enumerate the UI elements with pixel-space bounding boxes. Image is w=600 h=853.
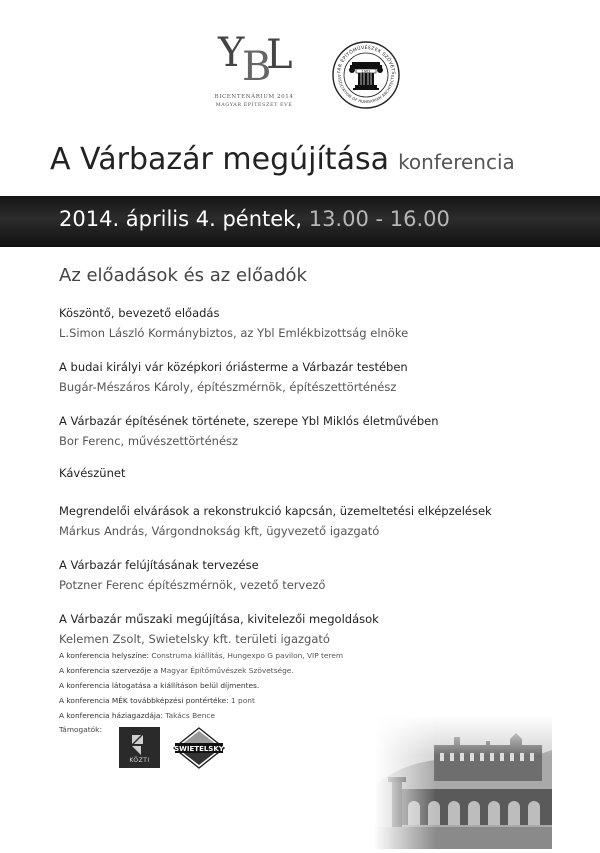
program-item	[59, 357, 579, 397]
event-date-line	[59, 207, 450, 231]
talk-presenter: Márkus András, Várgondnokság kft, ügyvezető igazgató	[59, 524, 380, 538]
note-label: A konferencia szervezője a	[59, 666, 158, 675]
ybl-letter-l: L	[266, 32, 293, 78]
program-list	[59, 303, 579, 663]
talk-title: A budai királyi vár középkori óriásterme a Várbazár testében	[59, 360, 408, 374]
program-item	[59, 555, 579, 595]
swietelsky-diamond-icon	[173, 727, 225, 769]
talk-presenter: Bor Ferenc, művészettörténész	[59, 434, 239, 448]
ybl-logo-line1: BICENTENÁRIUM 2014	[214, 94, 294, 100]
note-organizer	[59, 663, 419, 678]
talk-presenter: Kelemen Zsolt, Swietelsky kft. területi igazgató	[59, 632, 330, 646]
program-item	[59, 609, 579, 649]
kozti-text: KÖZTI	[129, 757, 150, 764]
info-notes	[59, 648, 419, 737]
castle-photo-image	[374, 715, 552, 849]
seal-ring-text-en: ASSOCIATION OF HUNGARIAN ARCHITECTS	[336, 74, 396, 105]
seal-ring-text-hu: YAR ÉPÍTŐMŰVÉSZEK SZÖVETS	[337, 45, 396, 75]
title-main: A Várbazár megújítása	[50, 142, 389, 177]
title-sub: konferencia	[398, 150, 515, 174]
ybl-logo-line2: MAGYAR ÉPÍTÉSZET ÉVE	[215, 102, 293, 108]
note-admission	[59, 678, 419, 693]
program-item	[59, 501, 579, 541]
program-item	[59, 303, 579, 343]
note-host	[59, 708, 419, 723]
meszsz-seal-logo	[331, 40, 401, 110]
talk-presenter: L.Simon László Kormánybiztos, az Ybl Emlékbizottság elnöke	[59, 326, 409, 340]
note-label: A konferencia helyszíne:	[59, 651, 150, 660]
talk-title: Megrendelői elvárások a rekonstrukció kapcsán, üzemeltetési elképzelések	[59, 504, 492, 518]
varbazar-photo	[374, 715, 552, 849]
talk-title: A Várbazár építésének története, szerepe Ybl Miklós életművében	[59, 414, 439, 428]
note-label: A konferencia háziagazdája:	[59, 711, 163, 720]
date-banner	[0, 196, 600, 247]
kozti-logo	[119, 727, 160, 768]
note-credit-points	[59, 693, 419, 708]
talk-presenter: Bugár-Mészáros Károly, építészmérnök, építészettörténész	[59, 380, 397, 394]
swietelsky-logo	[173, 727, 225, 769]
note-value: 1 pont	[231, 696, 255, 705]
ybl-monogram	[214, 30, 294, 90]
program-item	[59, 411, 579, 451]
talk-presenter: Potzner Ferenc építészmérnök, vezető tervező	[59, 578, 326, 592]
note-value: Construma kiállítás, Hungexpo G pavilon, VIP terem	[151, 651, 344, 660]
note-value: Magyar Építőművészek Szövetsége.	[160, 666, 294, 675]
seal-year: 1902	[361, 69, 371, 74]
event-date: 2014. április 4. péntek,	[59, 207, 303, 231]
talk-title: A Várbazár műszaki megújítása, kivitelezői megoldások	[59, 612, 379, 626]
note-venue	[59, 648, 419, 663]
sponsors-label: Támogatók:	[59, 725, 102, 734]
column-seal-icon	[331, 40, 401, 110]
coffee-break	[59, 463, 579, 483]
ybl-letter-y: Y	[218, 30, 245, 76]
ybl-bicentenary-logo	[206, 30, 302, 114]
break-title: Kávészünet	[59, 466, 126, 480]
talk-title: Köszöntő, bevezető előadás	[59, 306, 220, 320]
talk-title: A Várbazár felújításának tervezése	[59, 558, 259, 572]
page-title	[50, 142, 515, 177]
note-label: A konferencia látogatása a kiállításon belül díjmentes.	[59, 681, 260, 690]
note-label: A konferencia MÉK továbbképzési pontértéke:	[59, 696, 229, 705]
swietelsky-text: SWIETELSKY	[174, 745, 224, 753]
program-heading: Az előadások és az előadók	[59, 265, 307, 286]
event-time: 13.00 - 16.00	[308, 207, 450, 231]
ybl-letter-b: B	[242, 44, 272, 90]
note-value: Takács Bence	[165, 711, 215, 720]
